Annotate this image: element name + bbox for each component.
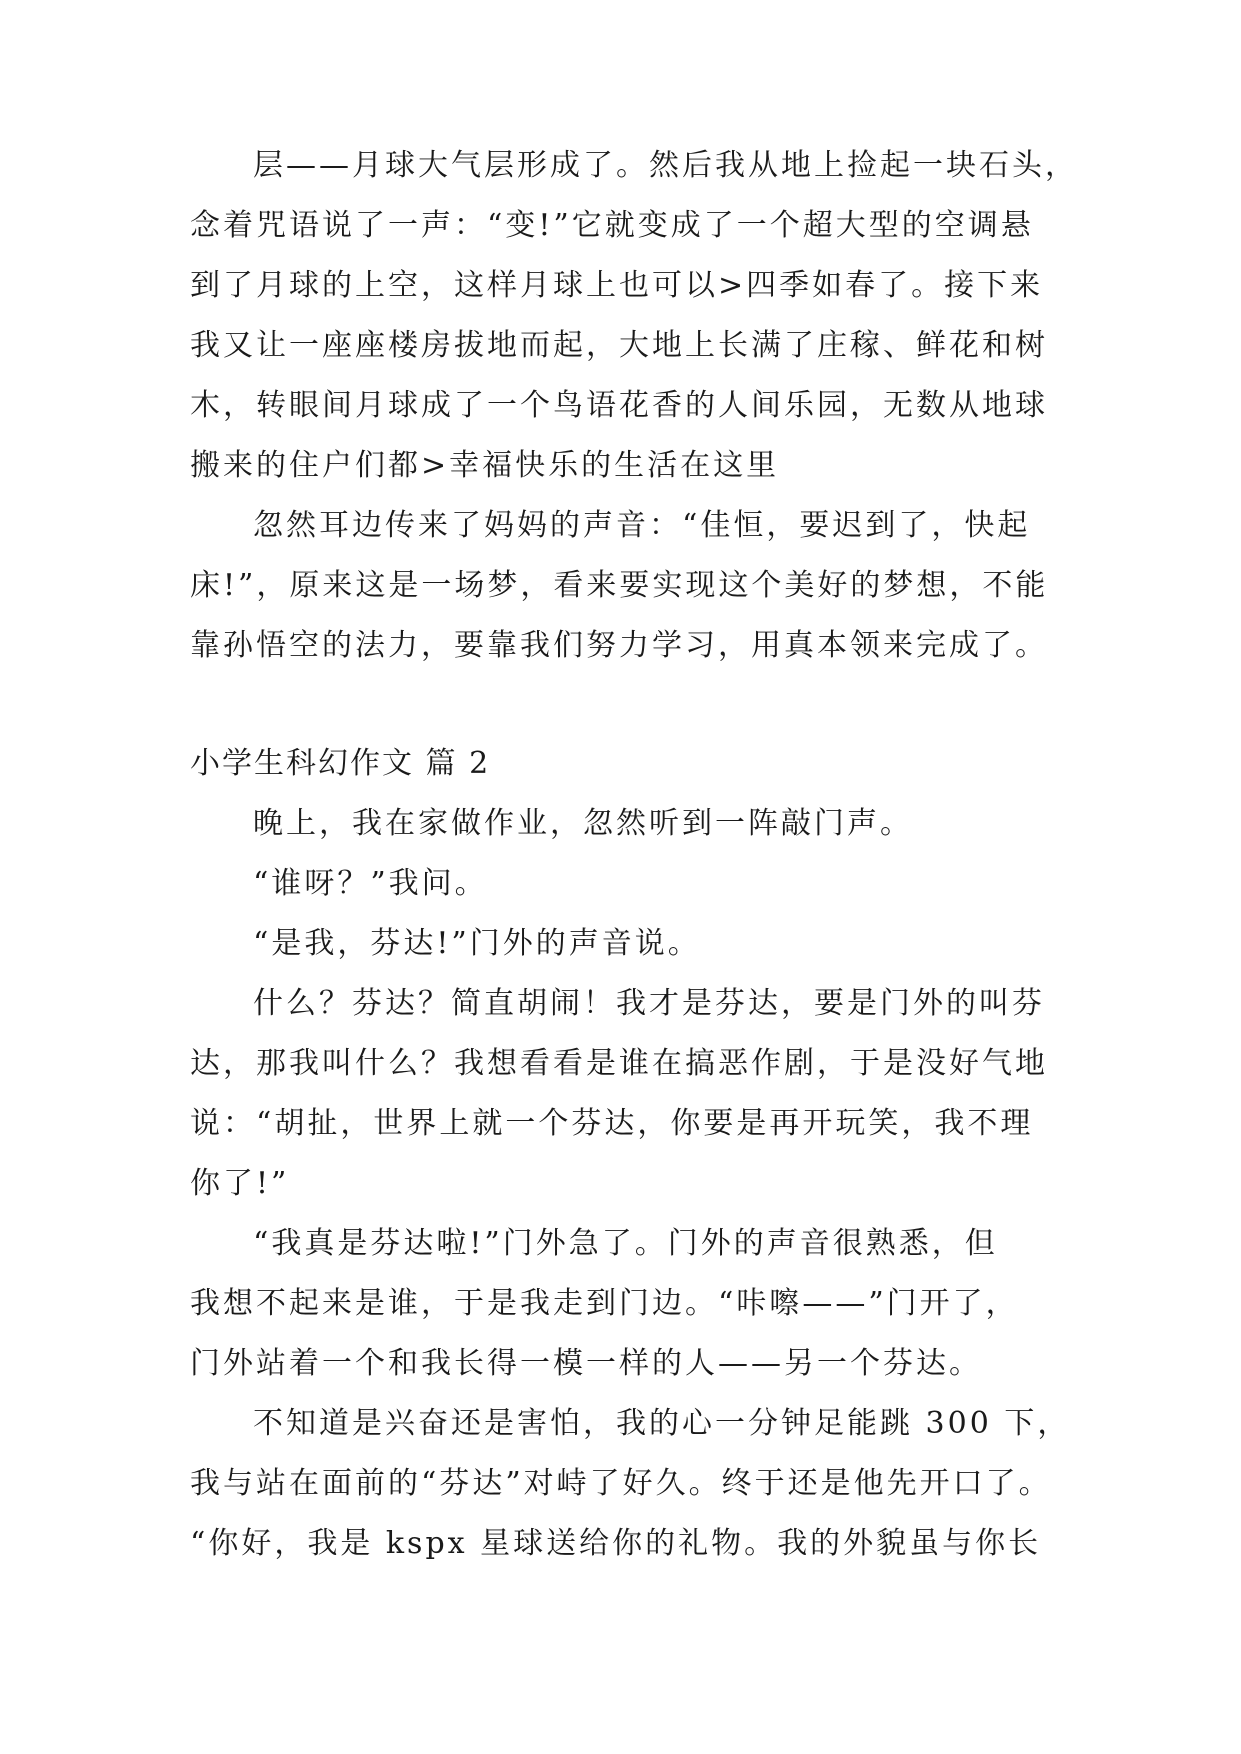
text-line: 达，那我叫什么？我想看看是谁在搞恶作剧，于是没好气地 (190, 1046, 1048, 1081)
text-line: 木，转眼间月球成了一个鸟语花香的人间乐园，无数从地球 (190, 388, 1048, 423)
text-line: 忽然耳边传来了妈妈的声音：“佳恒，要迟到了，快起 (253, 508, 1031, 543)
text-line: 我与站在面前的“芬达”对峙了好久。终于还是他先开口了。 (190, 1466, 1052, 1501)
section-heading: 小学生科幻作文 篇 2 (190, 746, 491, 781)
text-line: “是我，芬达!”门外的声音说。 (253, 926, 701, 961)
text-line: 念着咒语说了一声：“变!”它就变成了一个超大型的空调悬 (190, 208, 1034, 243)
text-line: 不知道是兴奋还是害怕，我的心一分钟足能跳 300 下， (253, 1406, 1071, 1441)
text-line: 什么？芬达？简直胡闹！我才是芬达，要是门外的叫芬 (253, 986, 1045, 1021)
text-line: 搬来的住户们都>幸福快乐的生活在这里 (190, 448, 780, 483)
text-line: 到了月球的上空，这样月球上也可以>四季如春了。接下来 (190, 268, 1044, 303)
text-line: 我又让一座座楼房拔地而起，大地上长满了庄稼、鲜花和树 (190, 328, 1048, 363)
text-line: 床!”，原来这是一场梦，看来要实现这个美好的梦想，不能 (190, 568, 1049, 603)
text-line: 你了!” (190, 1166, 290, 1201)
text-line: “谁呀？”我问。 (253, 866, 488, 901)
text-line: 靠孙悟空的法力，要靠我们努力学习，用真本领来完成了。 (190, 628, 1048, 663)
text-line: 层——月球大气层形成了。然后我从地上捡起一块石头， (253, 148, 1078, 183)
text-line: 我想不起来是谁，于是我走到门边。“咔嚓——”门开了， (190, 1286, 1019, 1321)
text-line: 晚上，我在家做作业，忽然听到一阵敲门声。 (253, 806, 913, 841)
text-line: 说：“胡扯，世界上就一个芬达，你要是再开玩笑，我不理 (190, 1106, 1034, 1141)
text-line: “你好，我是 kspx 星球送给你的礼物。我的外貌虽与你长 (190, 1526, 1042, 1561)
text-line: “我真是芬达啦!”门外急了。门外的声音很熟悉，但 (253, 1226, 998, 1261)
text-line: 门外站着一个和我长得一模一样的人——另一个芬达。 (190, 1346, 982, 1381)
